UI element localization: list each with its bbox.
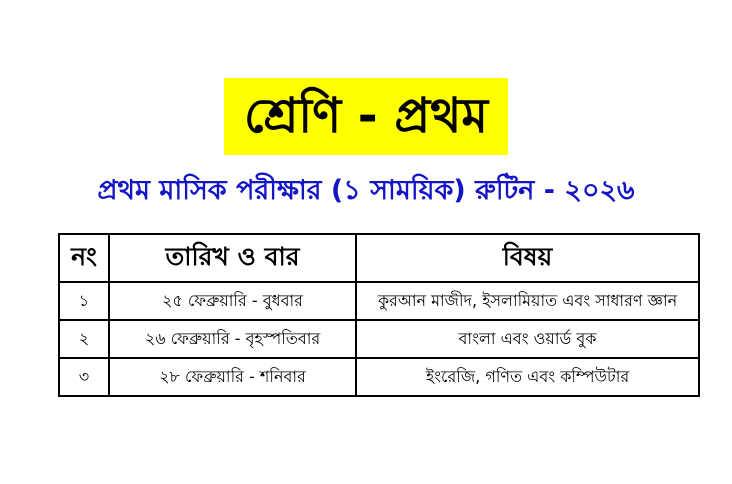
table-cell-date: ২৮ ফেব্রুয়ারি - শনিবার <box>109 358 356 396</box>
page-title-wrap <box>0 78 732 155</box>
table-row <box>59 358 699 396</box>
page-title: শ্রেণি - প্রথম <box>224 78 508 155</box>
table-cell-date: ২৫ ফেব্রুয়ারি - বুধবার <box>109 282 356 320</box>
table-cell-date: ২৬ ফেব্রুয়ারি - বৃহস্পতিবার <box>109 320 356 358</box>
exam-routine-table <box>58 233 700 397</box>
table-cell-subject: কুরআন মাজীদ, ইসলামিয়াত এবং সাধারণ জ্ঞান <box>356 282 699 320</box>
table-cell-serial: ২ <box>59 320 109 358</box>
page-subtitle: প্রথম মাসিক পরীক্ষার (১ সাময়িক) রুটিন - ২০২৬ <box>97 175 635 206</box>
table-cell-serial: ১ <box>59 282 109 320</box>
table-header-row <box>59 234 699 282</box>
header-serial: নং <box>59 234 109 282</box>
table-row <box>59 282 699 320</box>
header-date-day: তারিখ ও বার <box>109 234 356 282</box>
table-cell-serial: ৩ <box>59 358 109 396</box>
header-subject: বিষয় <box>356 234 699 282</box>
table-cell-subject: বাংলা এবং ওয়ার্ড বুক <box>356 320 699 358</box>
table-row <box>59 320 699 358</box>
table-cell-subject: ইংরেজি, গণিত এবং কম্পিউটার <box>356 358 699 396</box>
